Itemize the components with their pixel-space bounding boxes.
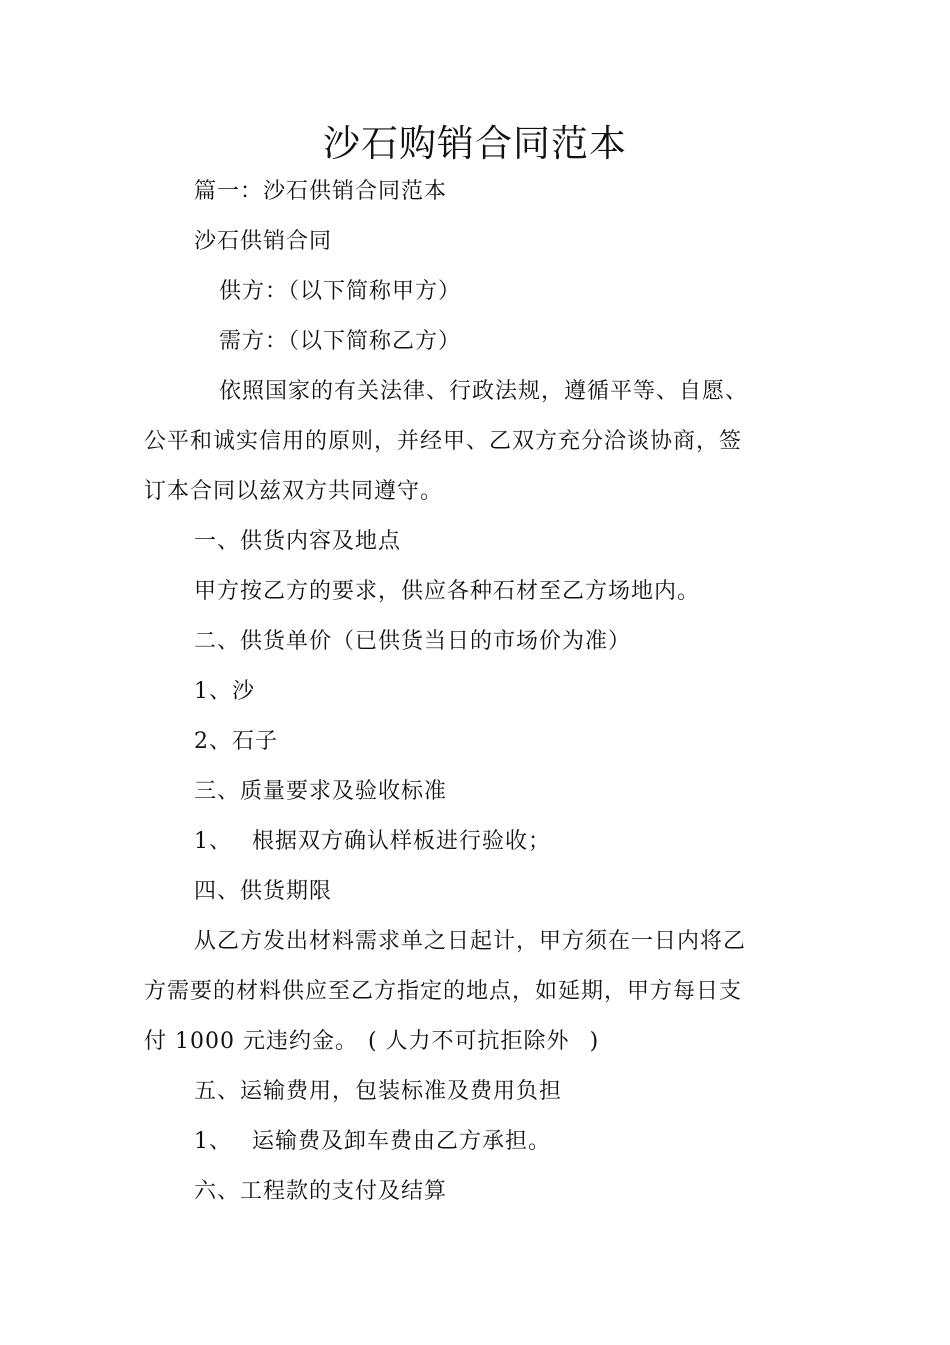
clause-heading-4: 四、供货期限 [194, 879, 333, 904]
document-title: 沙石购销合同范本 [323, 122, 627, 165]
supplier-line: 供方：（以下简称甲方） [219, 279, 462, 304]
clause-4-line-3 [144, 1027, 599, 1057]
clause-heading-1: 一、供货内容及地点 [194, 529, 402, 554]
clause-3-item-1 [194, 827, 551, 857]
clause-1-text: 甲方按乙方的要求，供应各种石材至乙方场地内。 [194, 579, 701, 604]
penalty-text: 付 1000 元违约金。 [144, 1029, 358, 1054]
force-majeure-text: ( 人力不可抗拒除外 [367, 1029, 570, 1054]
clause-heading-2: 二、供货单价（已供货当日的市场价为准） [194, 629, 632, 654]
closing-paren: ) [589, 1029, 600, 1054]
clause-5-item-1 [194, 1127, 551, 1157]
item-number: 1、 [194, 1129, 232, 1154]
clause-4-line-1: 从乙方发出材料需求单之日起计，甲方须在一日内将乙 [194, 929, 747, 954]
clause-2-item-1: 1、沙 [194, 679, 255, 704]
section-heading: 篇一：沙石供销合同范本 [194, 179, 448, 204]
clause-heading-5: 五、运输费用，包装标准及费用负担 [194, 1079, 563, 1104]
preamble-line-3: 订本合同以兹双方共同遵守。 [144, 479, 444, 504]
preamble-line-1: 依照国家的有关法律、行政法规，遵循平等、自愿、 [219, 379, 749, 404]
contract-name: 沙石供销合同 [194, 229, 333, 254]
item-number: 1、 [194, 829, 232, 854]
preamble-line-2: 公平和诚实信用的原则，并经甲、乙双方充分洽谈协商，签 [144, 429, 743, 454]
clause-heading-3: 三、质量要求及验收标准 [194, 779, 448, 804]
clause-4-line-2: 方需要的材料供应至乙方指定的地点，如延期，甲方每日支 [144, 979, 743, 1004]
buyer-line: 需方：（以下简称乙方） [219, 329, 462, 354]
item-text: 根据双方确认样板进行验收； [252, 829, 552, 854]
clause-heading-6: 六、工程款的支付及结算 [194, 1179, 448, 1204]
clause-2-item-2: 2、石子 [194, 729, 278, 754]
item-text: 运输费及卸车费由乙方承担。 [252, 1129, 552, 1154]
